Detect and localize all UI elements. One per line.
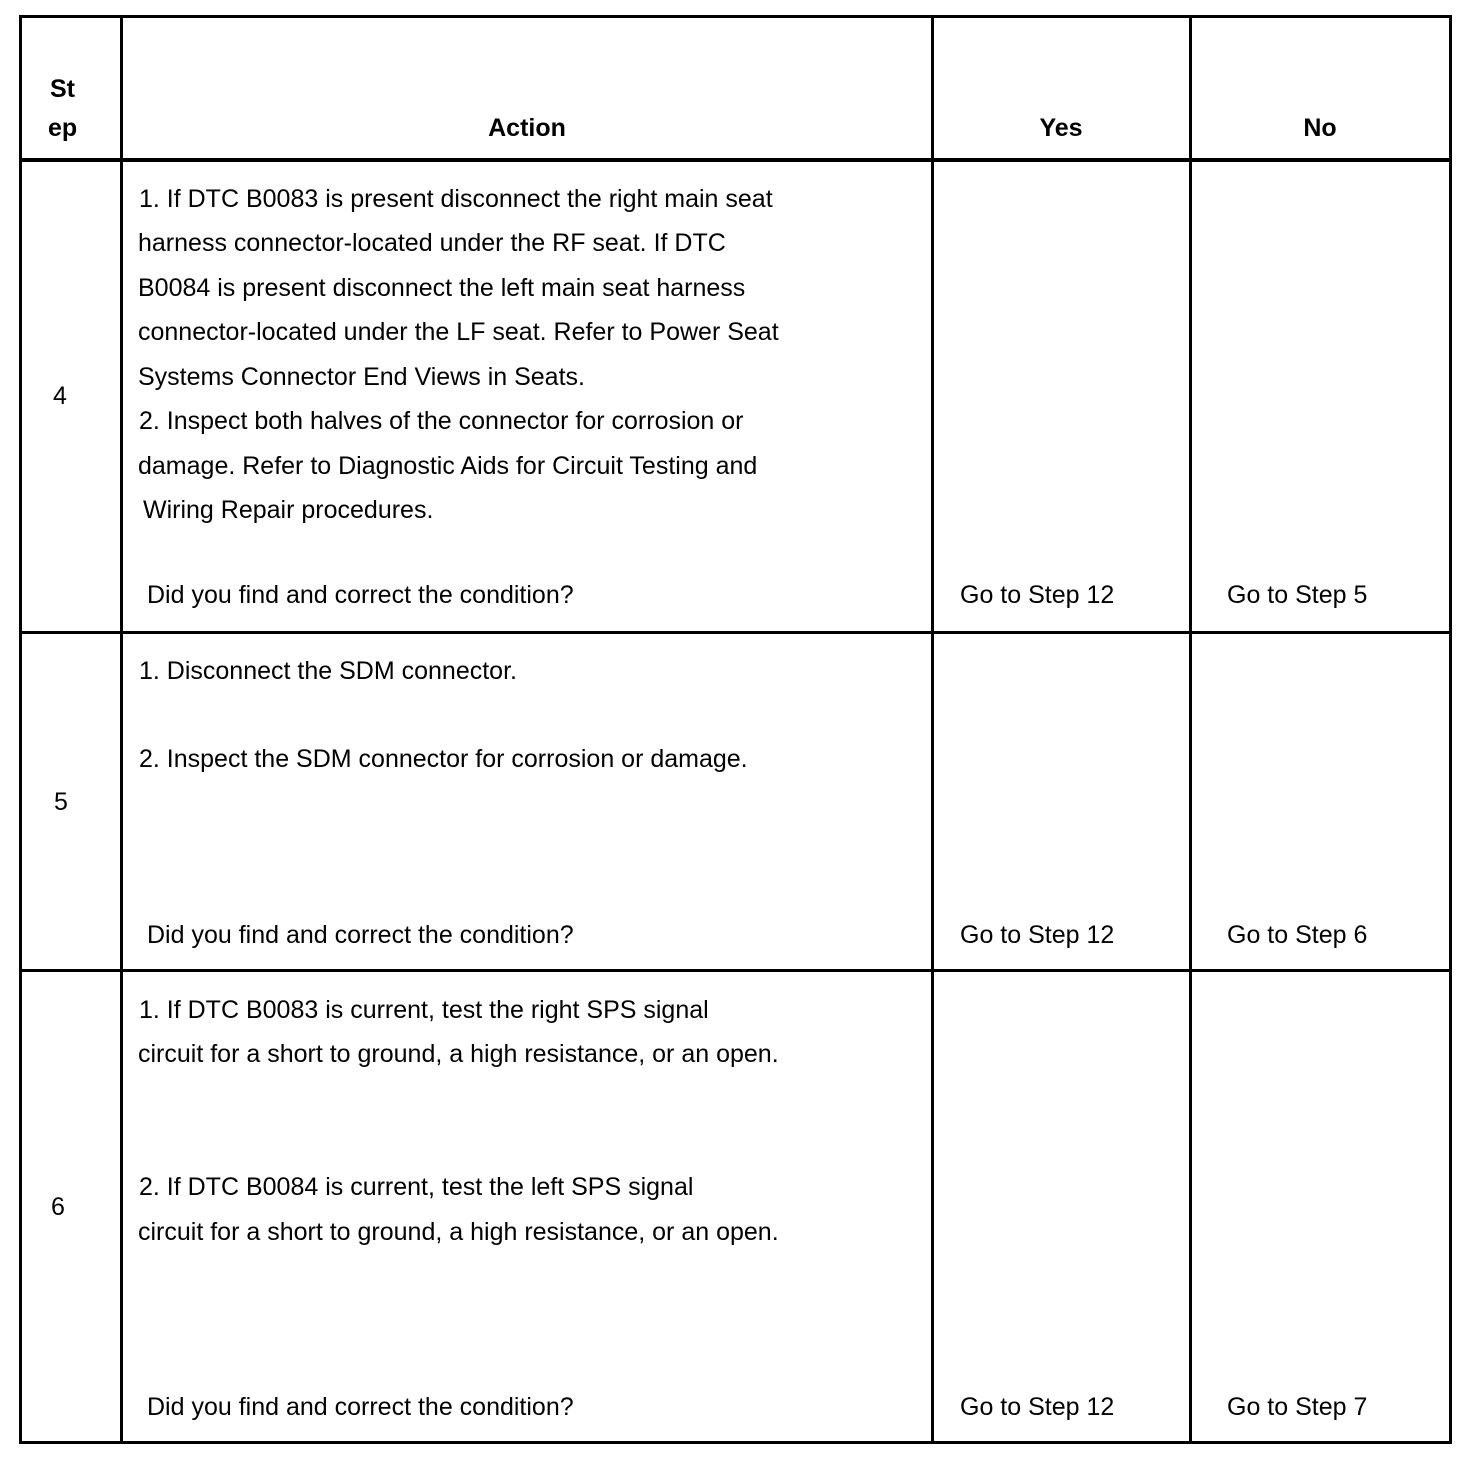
no-result: Go to Step 6 (1227, 921, 1368, 949)
no-result: Go to Step 5 (1227, 581, 1368, 609)
action-line: Systems Connector End Views in Seats. (138, 363, 585, 391)
step-number: 5 (54, 788, 68, 816)
header-no-label: No (1303, 114, 1337, 142)
action-line: B0084 is present disconnect the left main seat harness (138, 274, 746, 302)
table-right-border (1449, 15, 1452, 1444)
action-line: 1. If DTC B0083 is present disconnect the right main seat (139, 185, 773, 213)
action-line: circuit for a short to ground, a high resistance, or an open. (138, 1040, 779, 1068)
yes-result: Go to Step 12 (960, 921, 1115, 949)
action-line: 2. If DTC B0084 is current, test the left SPS signal (139, 1173, 694, 1201)
row-divider (19, 631, 1452, 634)
header-yes-label: Yes (1039, 114, 1083, 142)
action-line: damage. Refer to Diagnostic Aids for Circuit Testing and (138, 452, 758, 480)
action-line: harness connector-located under the RF seat. If DTC (138, 229, 726, 257)
question-text: Did you find and correct the condition? (147, 921, 574, 949)
question-text: Did you find and correct the condition? (147, 581, 574, 609)
action-line: 1. If DTC B0083 is current, test the right SPS signal (139, 996, 709, 1024)
table-bottom-border (19, 1441, 1452, 1444)
action-line: 2. Inspect both halves of the connector for corrosion or (139, 407, 744, 435)
step-number: 6 (51, 1193, 65, 1221)
header-step-label-line1: St (50, 75, 75, 103)
header-action-label: Action (488, 114, 566, 142)
header-step-label-line2: ep (48, 114, 78, 142)
question-text: Did you find and correct the condition? (147, 1393, 574, 1421)
action-line: connector-located under the LF seat. Refer to Power Seat (138, 318, 779, 346)
header-bottom-border (19, 158, 1452, 162)
action-line: Wiring Repair procedures. (143, 496, 434, 524)
column-divider (120, 15, 123, 1444)
yes-result: Go to Step 12 (960, 581, 1115, 609)
action-line: 1. Disconnect the SDM connector. (139, 657, 517, 685)
action-line: 2. Inspect the SDM connector for corrosion or damage. (139, 745, 748, 773)
yes-result: Go to Step 12 (960, 1393, 1115, 1421)
table-left-border (19, 15, 22, 1444)
table-top-border (19, 15, 1452, 18)
column-divider (1189, 15, 1192, 1444)
step-number: 4 (53, 382, 67, 410)
action-line: circuit for a short to ground, a high resistance, or an open. (138, 1218, 779, 1246)
no-result: Go to Step 7 (1227, 1393, 1368, 1421)
column-divider (931, 15, 934, 1444)
row-divider (19, 969, 1452, 972)
